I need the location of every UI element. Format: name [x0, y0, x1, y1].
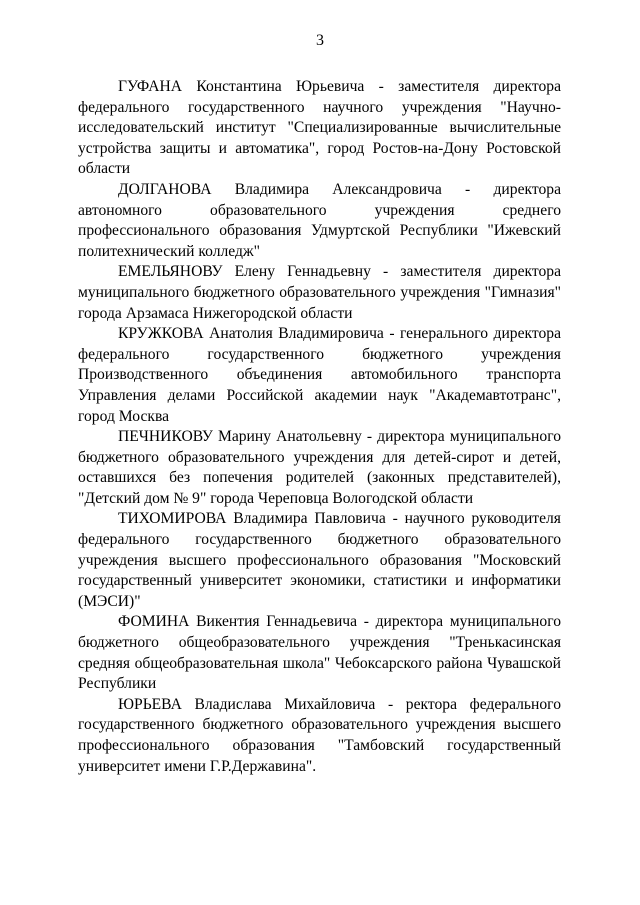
award-entry-yuryev: ЮРЬЕВА Владислава Михайловича - ректора федерального государственного бюджетного образовательного учреждения высшего профессионального образования "Тамбовский государственный университет имени Г.Р.Державина".: [78, 695, 561, 775]
award-entry-gufan: ГУФАНА Константина Юрьевича - заместителя директора федерального государственного научного учреждения "Научно-исследовательский институт "Специализированные вычислительные устройства защиты и автоматика", город Ростов-на-Дону Ростовской области: [78, 78, 561, 178]
award-list: [78, 77, 561, 777]
page-number: 3: [316, 32, 324, 49]
award-entry-kruzhkov: КРУЖКОВА Анатолия Владимировича - генерального директора федерального государственного бюджетного учреждения Производственного объединения автомобильного транспорта Управления делами Российской академии наук "Академавтотранс", город Москва: [78, 325, 561, 425]
award-entry-tikhomirov: ТИХОМИРОВА Владимира Павловича - научного руководителя федерального государственного бюджетного образовательного учреждения высшего профессионального образования "Московский государственный университет экономики, статистики и информатики (МЭСИ)": [78, 510, 561, 610]
award-entry-dolganov: ДОЛГАНОВА Владимира Александровича - директора автономного образовательного учреждения среднего профессионального образования Удмуртской Республики "Ижевский политехнический колледж": [78, 180, 561, 260]
award-entry-emelyanova: ЕМЕЛЬЯНОВУ Елену Геннадьевну - заместителя директора муниципального бюджетного образовательного учреждения "Гимназия" города Арзамаса Нижегородской области: [78, 263, 561, 322]
award-entry-fomin: ФОМИНА Викентия Геннадьевича - директора муниципального бюджетного общеобразовательного учреждения "Тренькасинская средняя общеобразовательная школа" Чебоксарского района Чувашской Республики: [78, 613, 561, 693]
award-entry-pechnikova: ПЕЧНИКОВУ Марину Анатольевну - директора муниципального бюджетного образовательного учреждения для детей-сирот и детей, оставшихся без попечения родителей (законных представителей), "Детский дом № 9" города Череповца Вологодской области: [78, 428, 561, 507]
